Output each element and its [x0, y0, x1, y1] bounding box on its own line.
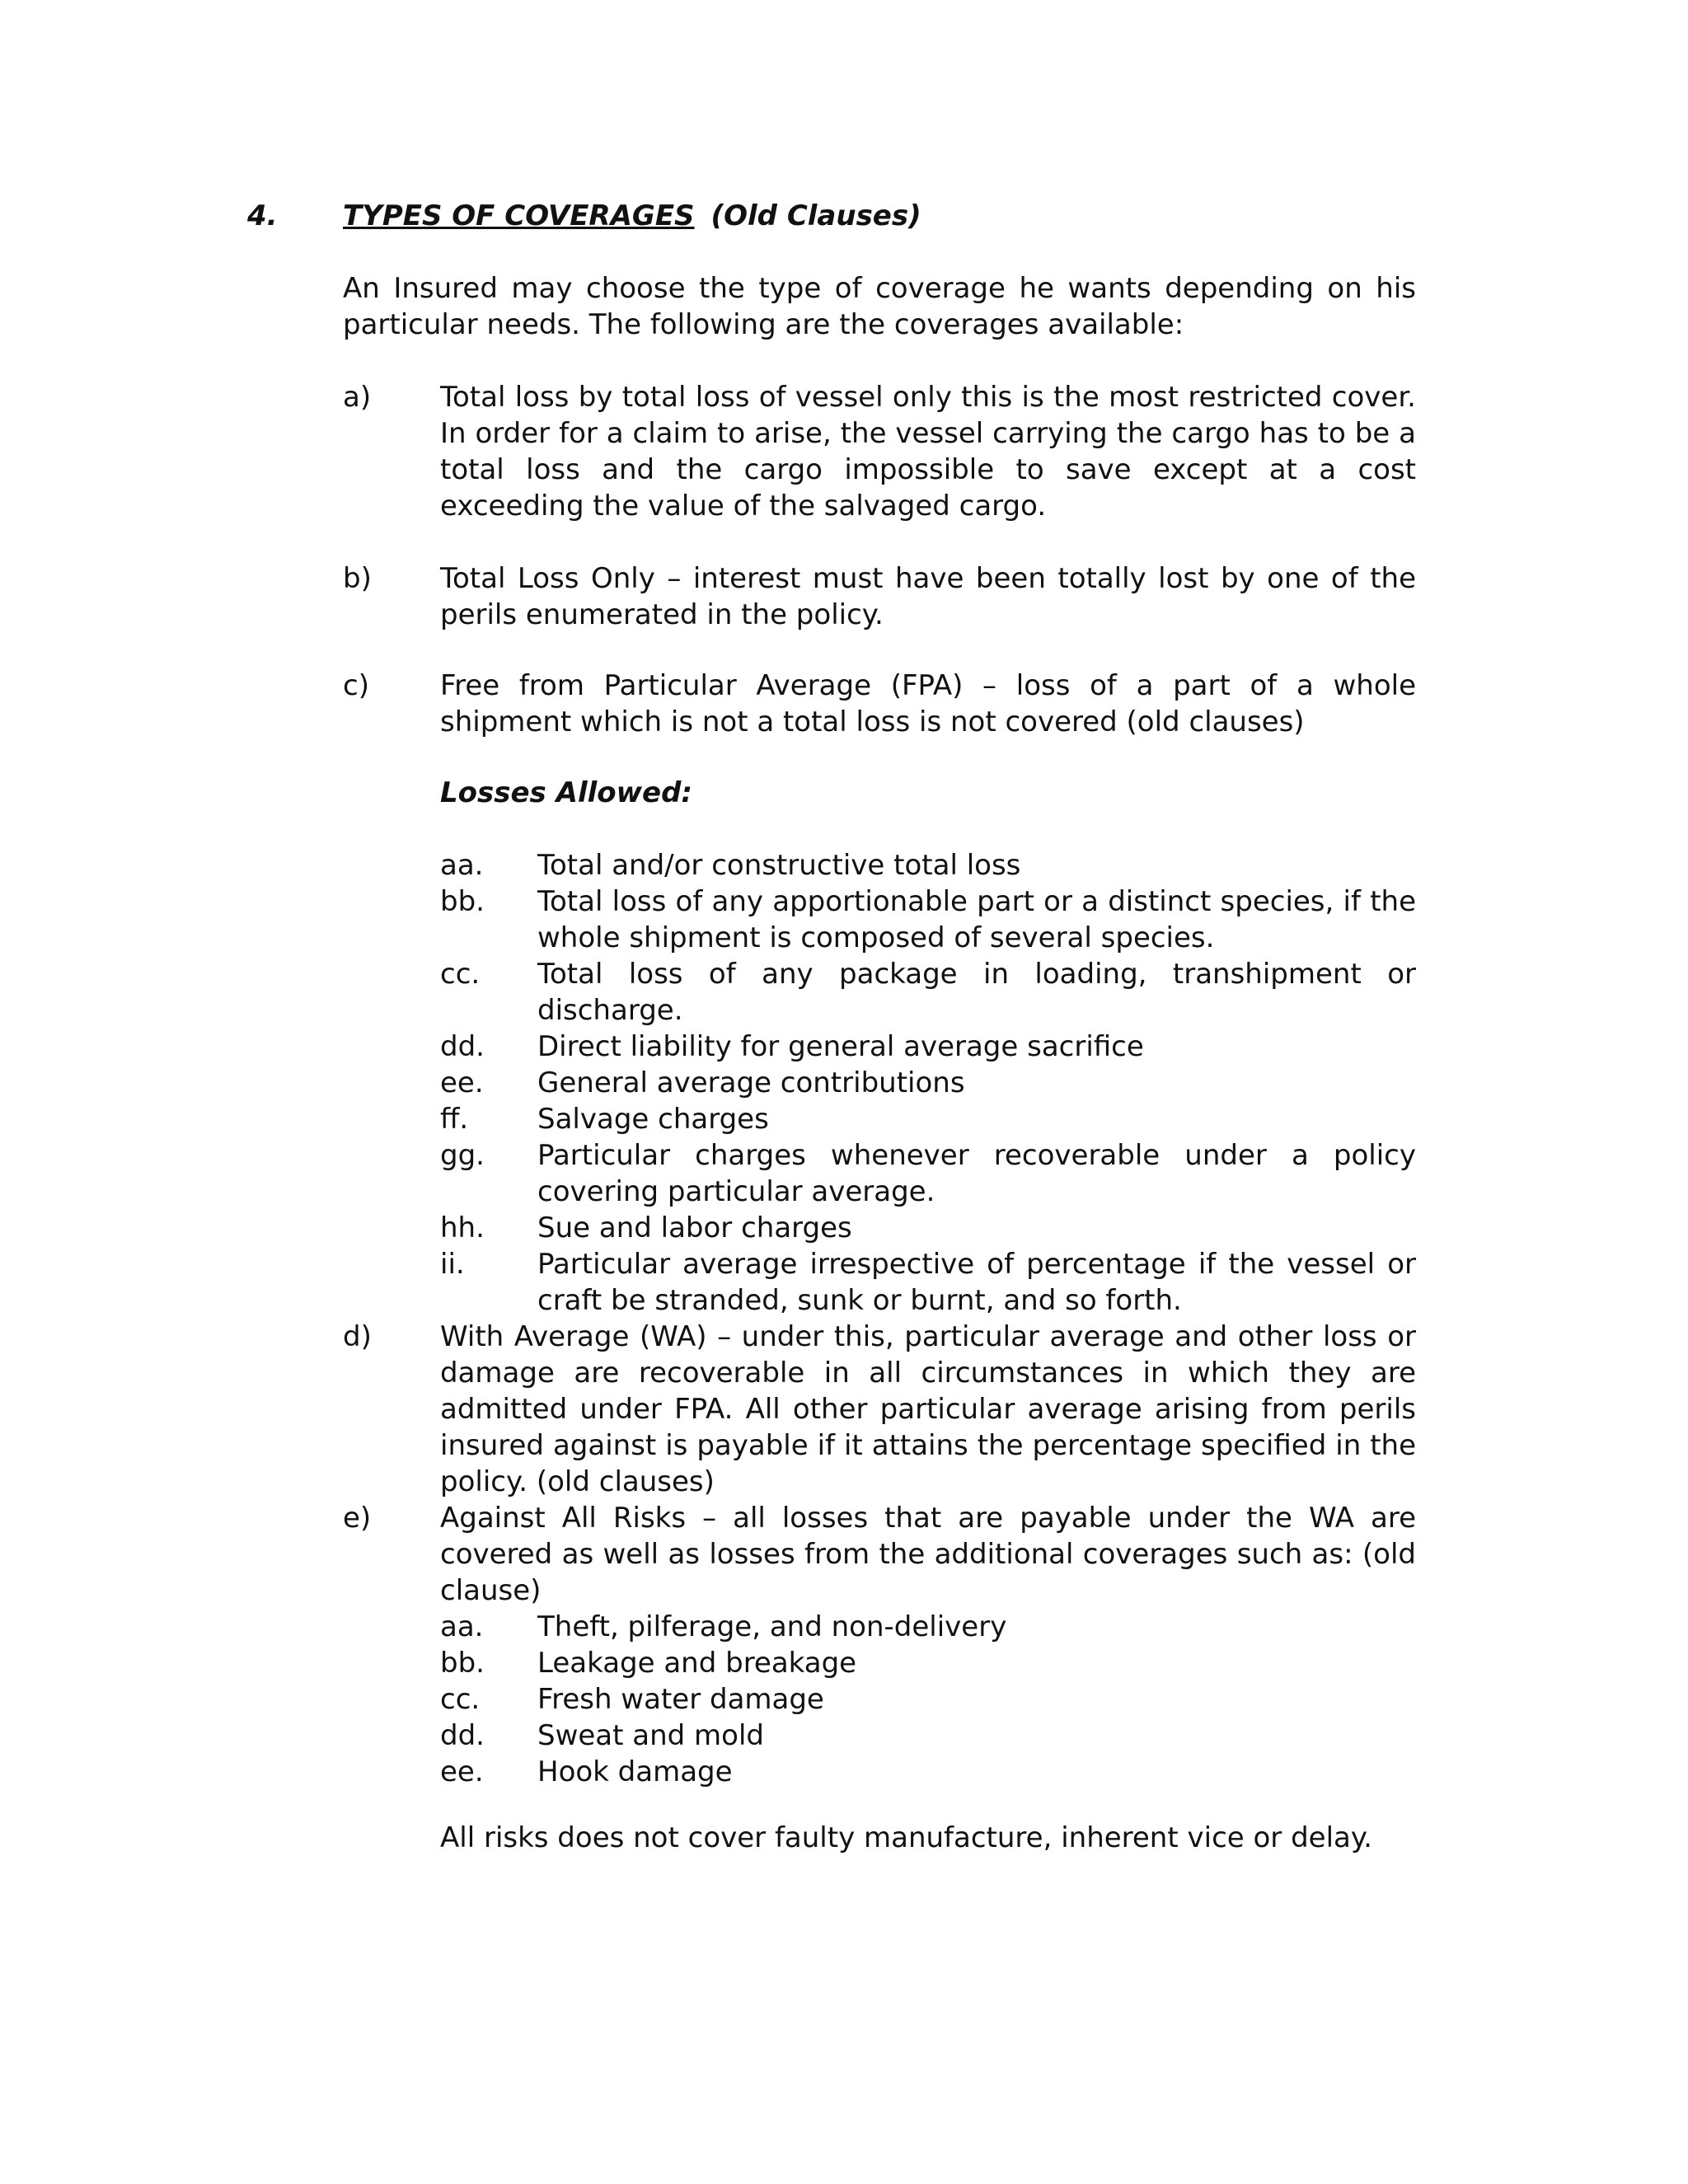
list-item-label: ii. [440, 1248, 465, 1281]
coverage-item-e [343, 1500, 1416, 1609]
list-item-label: dd. [440, 1719, 485, 1752]
list-item [440, 1065, 1416, 1101]
list-item [440, 1246, 1416, 1319]
list-item [440, 1101, 1416, 1137]
coverage-item-text: Total Loss Only – interest must have been totally lost by one of the perils enumerated in the policy. [440, 562, 1416, 631]
list-item [440, 1210, 1416, 1246]
list-item-text: Sue and labor charges [537, 1212, 852, 1244]
coverage-item-text: With Average (WA) – under this, particular average and other loss or damage are recoverable in all circumstances in which they are admitted under FPA. All other particular average arising from perils insured against is payable if it attains the percentage specified in the policy. (old clauses) [440, 1320, 1416, 1498]
coverage-item-label: d) [343, 1320, 372, 1353]
list-item-text: Total loss of any package in loading, transhipment or discharge. [537, 958, 1416, 1027]
list-item [440, 1137, 1416, 1210]
coverage-item-text: Free from Particular Average (FPA) – loss of a part of a whole shipment which is not a total loss is not covered (old clauses) [440, 669, 1416, 738]
list-item [440, 1718, 1416, 1754]
list-item [440, 1609, 1416, 1645]
list-item-label: dd. [440, 1030, 485, 1063]
list-item-text: Total and/or constructive total loss [537, 849, 1021, 882]
list-item [440, 1681, 1416, 1718]
section-title-group [343, 198, 921, 234]
coverage-item-label: e) [343, 1502, 372, 1535]
list-item-text: Theft, pilferage, and non-delivery [537, 1610, 1007, 1643]
list-item-label: gg. [440, 1139, 485, 1172]
list-item [440, 1645, 1416, 1681]
list-item-text: Hook damage [537, 1755, 733, 1788]
list-item-label: ff. [440, 1103, 469, 1136]
list-item-label: aa. [440, 1610, 484, 1643]
list-item-label: cc. [440, 958, 481, 991]
closing-paragraph: All risks does not cover faulty manufacture, inherent vice or delay. [440, 1821, 1372, 1854]
list-item [440, 956, 1416, 1029]
coverage-item-text: Against All Risks – all losses that are payable under the WA are covered as well as losses from the additional coverages such as: (old clause) [440, 1502, 1416, 1607]
list-item-label: ee. [440, 1755, 484, 1788]
coverage-item-b [343, 560, 1416, 633]
coverage-item-a [343, 379, 1416, 524]
section-heading [247, 198, 1484, 234]
coverage-item-label: a) [343, 381, 372, 414]
list-item-text: General average contributions [537, 1066, 965, 1099]
list-item [440, 847, 1416, 883]
list-item-text: Direct liability for general average sacrifice [537, 1030, 1144, 1063]
list-item-label: ee. [440, 1066, 484, 1099]
list-item-text: Total loss of any apportionable part or a distinct species, if the whole shipment is composed of several species. [537, 885, 1416, 954]
list-item [440, 1754, 1416, 1790]
list-item-label: hh. [440, 1212, 485, 1244]
list-item-label: bb. [440, 885, 485, 918]
intro-paragraph: An Insured may choose the type of coverage he wants depending on his particular needs. The following are the coverages available: [343, 272, 1416, 341]
section-subtitle: (Old Clauses) [710, 199, 921, 232]
section-number: 4. [247, 199, 278, 232]
losses-allowed-list [440, 847, 1416, 1319]
coverage-item-label: b) [343, 562, 372, 595]
list-item-text: Leakage and breakage [537, 1647, 857, 1680]
list-item-text: Salvage charges [537, 1103, 769, 1136]
all-risks-additional-list [440, 1609, 1416, 1790]
list-item-text: Fresh water damage [537, 1683, 824, 1716]
list-item-label: cc. [440, 1683, 481, 1716]
list-item [440, 883, 1416, 956]
coverage-item-text: Total loss by total loss of vessel only this is the most restricted cover. In order for a claim to arise, the vessel carrying the cargo has to be a total loss and the cargo impossible to save except at a cost exceeding the value of the salvaged cargo. [440, 381, 1416, 523]
section-title: TYPES OF COVERAGES [343, 199, 695, 232]
list-item-text: Particular charges whenever recoverable under a policy covering particular average. [537, 1139, 1416, 1208]
list-item-label: bb. [440, 1647, 485, 1680]
list-item [440, 1029, 1416, 1065]
list-item-text: Particular average irrespective of percentage if the vessel or craft be stranded, sunk or burnt, and so forth. [537, 1248, 1416, 1317]
losses-allowed-heading: Losses Allowed: [440, 776, 693, 809]
coverage-item-d [343, 1319, 1416, 1500]
list-item-label: aa. [440, 849, 484, 882]
coverage-item-label: c) [343, 669, 369, 702]
coverage-item-c [343, 668, 1416, 740]
list-item-text: Sweat and mold [537, 1719, 765, 1752]
